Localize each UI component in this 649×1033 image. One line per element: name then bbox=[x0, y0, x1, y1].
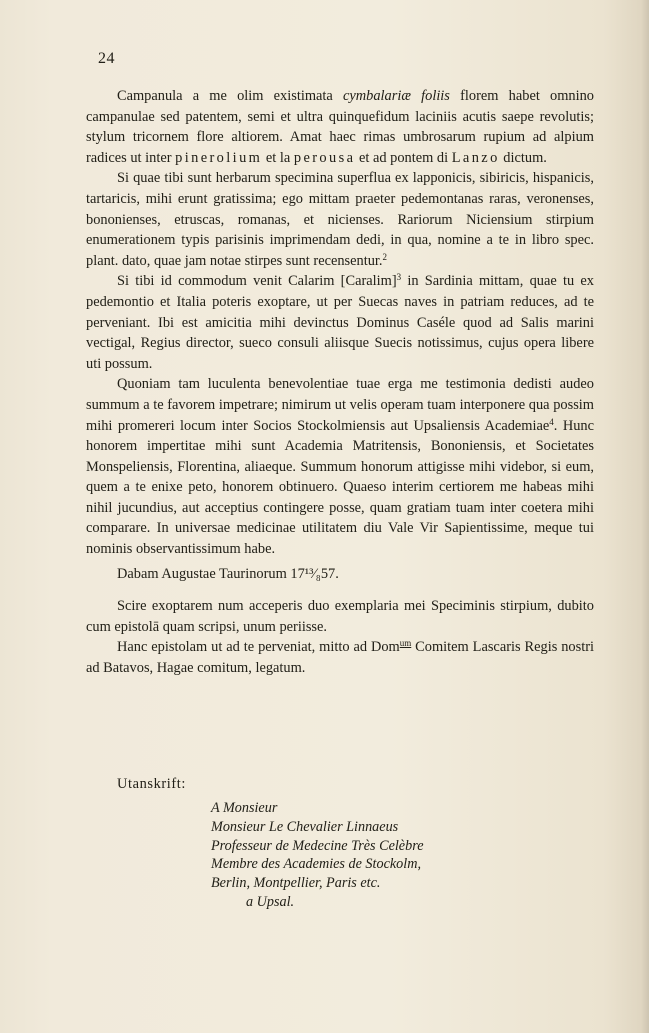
page-number: 24 bbox=[98, 50, 115, 67]
address-block bbox=[211, 799, 424, 912]
footnote-marker: 4 bbox=[549, 416, 554, 427]
postscript-1: Scire exoptarem num acceperis duo exemplaria mei Speciminis stirpium, dubito cum epistolā quam scripsi, unum periisse. bbox=[86, 598, 594, 635]
paragraph-2 bbox=[86, 168, 594, 271]
text-run: Comitem Lascaris Regis nostri ad Batavos, Hagae comitum, legatum. bbox=[86, 639, 594, 677]
address-line: Berlin, Montpellier, Paris etc. bbox=[211, 875, 381, 892]
text-run: Quoniam tam luculenta benevolentiae tuae erga me testimonia dedisti audeo summum a te favorem impetrare; nimirum ut velis operam tuam interponere qua possim mihi promereri locum inter Socios Stockolmiensis aut Upsaliensis Academiae bbox=[86, 376, 594, 434]
spaced-place-name: Lanzo bbox=[451, 149, 500, 166]
text-run: dictum. bbox=[499, 149, 547, 166]
text-run: Campanula a me olim existimata bbox=[117, 88, 343, 104]
spaced-place-name: pinerolium bbox=[175, 149, 263, 166]
italic-term: cymbalariæ foliis bbox=[342, 88, 450, 104]
address-line: Monsieur Le Chevalier Linnaeus bbox=[211, 818, 399, 835]
text-run: Si quae tibi sunt herbarum specimina superflua ex lapponicis, sibiricis, hispanicis, tartaricis, mihi erunt gratissima; ego mittam praeter pedemontanas raras, veronenses, bononienses, etruscas, romanas, et nicienses. Rariorum Niciensium stirpium enumerationem typis parisinis imprimendam dedi, in qua, nomine a te in libro spec. plant. dato, quae jam notae stirpes sunt recensentur. bbox=[86, 170, 594, 269]
address-line: A Monsieur bbox=[211, 800, 278, 816]
abbreviation-superscript: um bbox=[399, 638, 412, 649]
text-run: . Hunc honorem impertitae mihi sunt Academia Matritensis, Bononiensis, et Societates Monspeliensis, Florentina, aliaeque. Summum honorum attigisse mihi videbor, si eum, quem a te enixe peto, honorem obtinuero. Quaeso interim certiorem me habeas mihi nihil jucundius, aut acceptius contingere posse, quam gratiam tuam inter coetera mihi comparare. In universae medicinae utilitatem diu Vale Vir Sapientissime, meque tui nominis observantissimum habe. bbox=[86, 417, 595, 558]
address-line: a Upsal. bbox=[246, 893, 295, 910]
postscript-2 bbox=[86, 637, 594, 678]
letter-body bbox=[86, 86, 594, 679]
utanskrift-label: Utanskrift: bbox=[117, 776, 186, 792]
text-run: florem habet omnino campanulae sed patentem, semi et ultra quinquefidum laciniis acutis saepe revolutis; stylum tricornem flore altiorem. Amat haec rimas umbrosarum rupium ad alpium radices ut inter bbox=[86, 88, 594, 166]
text-run: Si tibi id commodum venit Calarim [Caralim] bbox=[117, 273, 397, 290]
footnote-marker: 3 bbox=[396, 272, 402, 283]
paragraph-4 bbox=[86, 374, 594, 559]
text-run: Hanc epistolam ut ad te perveniat, mitto ad Dom bbox=[117, 639, 400, 656]
footnote-marker: 2 bbox=[382, 251, 388, 262]
page-edge-shadow bbox=[641, 0, 649, 1033]
address-line: Membre des Academies de Stockolm, bbox=[211, 856, 421, 873]
text-run: et la bbox=[262, 149, 294, 166]
paragraph-1 bbox=[86, 86, 594, 168]
text-run: in Sardinia mittam, quae tu ex pedemontio et Italia poteris exoptare, ut per Suecas naves in patriam reduces, ad te perveniant. Ibi est amicitia mihi devinctus Dominus Caséle quod ad Salis marini vectigal, Regius director, sueco consuli aliisque Suecis notissimus, cujus opera libere uti possum. bbox=[86, 273, 594, 372]
letter-date: Dabam Augustae Taurinorum 17¹³⁄₈57. bbox=[117, 565, 339, 582]
text-run: et ad pontem di bbox=[355, 149, 452, 166]
spaced-place-name: perousa bbox=[293, 149, 356, 166]
paragraph-3 bbox=[86, 271, 594, 374]
address-line: Professeur de Medecine Très Celèbre bbox=[211, 837, 424, 854]
